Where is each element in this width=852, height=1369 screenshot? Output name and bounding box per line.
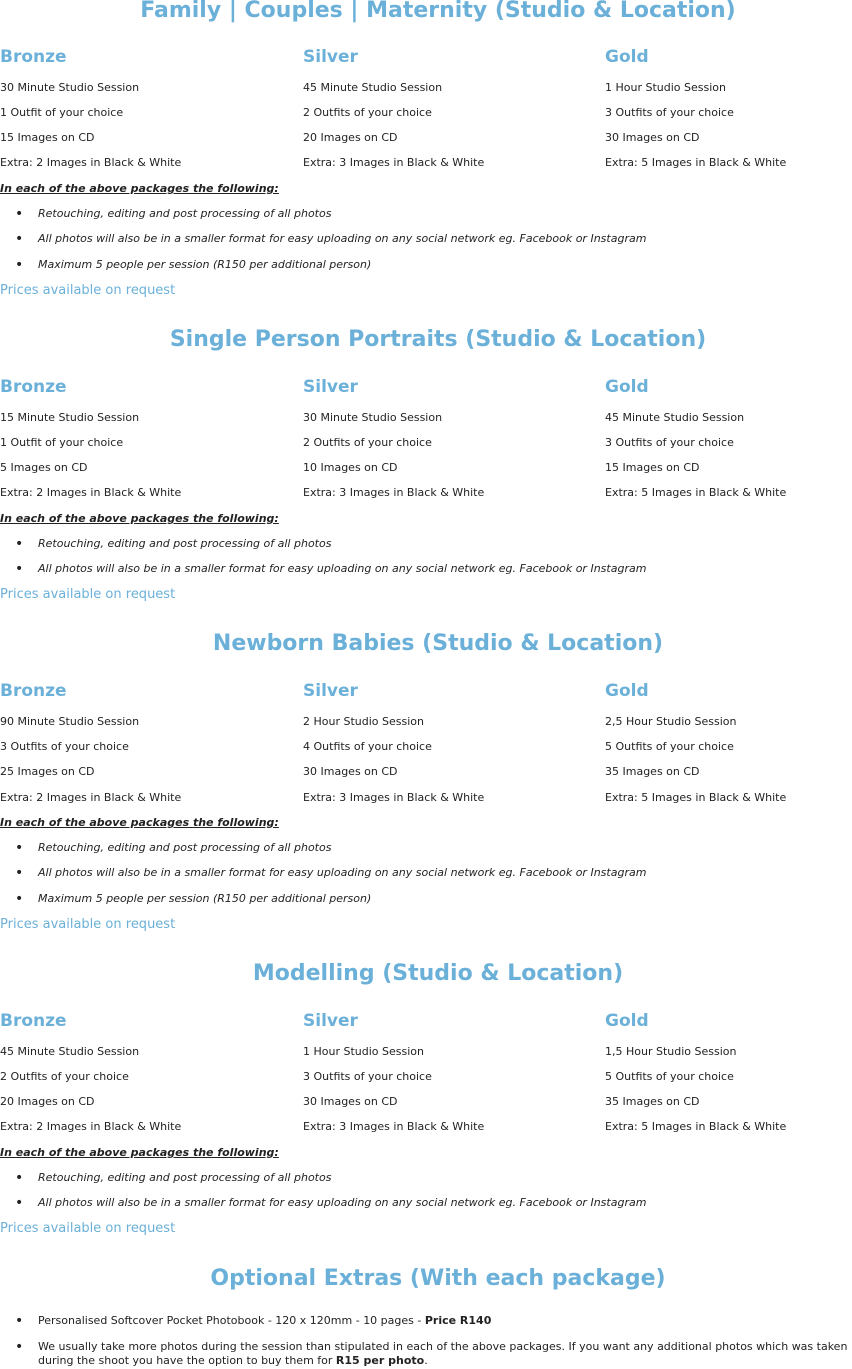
bullet-icon: • [15,840,24,856]
package-item: Extra: 5 Images in Black & White [605,791,787,804]
package-item: 4 Outfits of your choice [303,740,432,753]
package-item: Extra: 5 Images in Black & White [605,156,787,169]
bullet-icon: • [15,1195,24,1211]
package-item: 30 Images on CD [605,131,700,144]
package-item: 2 Outfits of your choice [0,1070,129,1083]
package-item: 20 Images on CD [303,131,398,144]
bullet-icon: • [15,231,24,247]
package-item: 30 Images on CD [303,765,398,778]
package-item: 3 Outfits of your choice [0,740,129,753]
prices-note: Prices available on request [0,587,176,602]
package-item: 10 Images on CD [303,461,398,474]
package-item: 2 Hour Studio Session [303,715,424,728]
package-item: Extra: 5 Images in Black & White [605,486,787,499]
package-item: 35 Images on CD [605,1095,700,1108]
package-item: Extra: 3 Images in Black & White [303,1120,485,1133]
bullet-icon: • [15,1170,24,1186]
included-heading: In each of the above packages the following: [0,816,279,829]
package-item: Extra: 3 Images in Black & White [303,486,485,499]
tier-heading-gold: Gold [605,47,649,67]
section-title-newborn: Newborn Babies (Studio & Location) [212,631,664,656]
package-item: Extra: 2 Images in Black & White [0,791,182,804]
package-item: 2 Outfits of your choice [303,106,432,119]
package-item: 1 Hour Studio Session [303,1045,424,1058]
bullet-icon: • [15,1339,24,1355]
prices-note: Prices available on request [0,1221,176,1236]
tier-heading-silver: Silver [303,47,358,67]
tier-heading-gold: Gold [605,681,649,701]
package-item: 90 Minute Studio Session [0,715,140,728]
package-item: 45 Minute Studio Session [303,81,443,94]
prices-note: Prices available on request [0,283,176,298]
prices-note: Prices available on request [0,917,176,932]
section-title-single: Single Person Portraits (Studio & Location) [169,327,707,352]
bullet-icon: • [15,206,24,222]
price-value: Price R140 [424,1314,492,1327]
package-item: 2 Outfits of your choice [303,436,432,449]
package-item: 5 Outfits of your choice [605,1070,734,1083]
package-item: 30 Images on CD [303,1095,398,1108]
package-item: 15 Images on CD [0,131,95,144]
bullet-icon: • [15,1313,24,1329]
package-item: 25 Images on CD [0,765,95,778]
bullet-icon: • [15,257,24,273]
package-item: 2,5 Hour Studio Session [605,715,737,728]
package-item: Extra: 3 Images in Black & White [303,791,485,804]
package-item: 5 Images on CD [0,461,88,474]
package-item: 30 Minute Studio Session [0,81,140,94]
tier-heading-silver: Silver [303,1011,358,1031]
package-item: Extra: 3 Images in Black & White [303,156,485,169]
package-item: 3 Outfits of your choice [605,436,734,449]
price-value: R15 per photo [335,1354,425,1367]
package-item: Extra: 2 Images in Black & White [0,486,182,499]
tier-heading-bronze: Bronze [0,1011,67,1031]
tier-heading-gold: Gold [605,377,649,397]
package-item: 45 Minute Studio Session [605,411,745,424]
included-heading: In each of the above packages the following: [0,182,279,195]
package-item: Extra: 2 Images in Black & White [0,1120,182,1133]
bullet-icon: • [15,865,24,881]
tier-heading-silver: Silver [303,681,358,701]
package-item: 45 Minute Studio Session [0,1045,140,1058]
package-item: 1 Hour Studio Session [605,81,726,94]
tier-heading-silver: Silver [303,377,358,397]
tier-heading-bronze: Bronze [0,377,67,397]
package-item: 15 Images on CD [605,461,700,474]
included-heading: In each of the above packages the following: [0,512,279,525]
section-title-extras: Optional Extras (With each package) [210,1266,666,1291]
section-title-family: Family | Couples | Maternity (Studio & Location) [140,0,736,23]
bullet-icon: • [15,536,24,552]
package-item: 5 Outfits of your choice [605,740,734,753]
package-item: Extra: 5 Images in Black & White [605,1120,787,1133]
package-item: Extra: 2 Images in Black & White [0,156,182,169]
package-item: 30 Minute Studio Session [303,411,443,424]
tier-heading-gold: Gold [605,1011,649,1031]
tier-heading-bronze: Bronze [0,681,67,701]
package-item: 3 Outfits of your choice [303,1070,432,1083]
package-item: 20 Images on CD [0,1095,95,1108]
package-item: 15 Minute Studio Session [0,411,140,424]
bullet-icon: • [15,561,24,577]
package-item: 3 Outfits of your choice [605,106,734,119]
section-title-modelling: Modelling (Studio & Location) [252,961,624,986]
package-item: 1 Outfit of your choice [0,106,124,119]
package-item: 1,5 Hour Studio Session [605,1045,737,1058]
package-item: 1 Outfit of your choice [0,436,124,449]
tier-heading-bronze: Bronze [0,47,67,67]
included-heading: In each of the above packages the following: [0,1146,279,1159]
bullet-icon: • [15,891,24,907]
package-item: 35 Images on CD [605,765,700,778]
